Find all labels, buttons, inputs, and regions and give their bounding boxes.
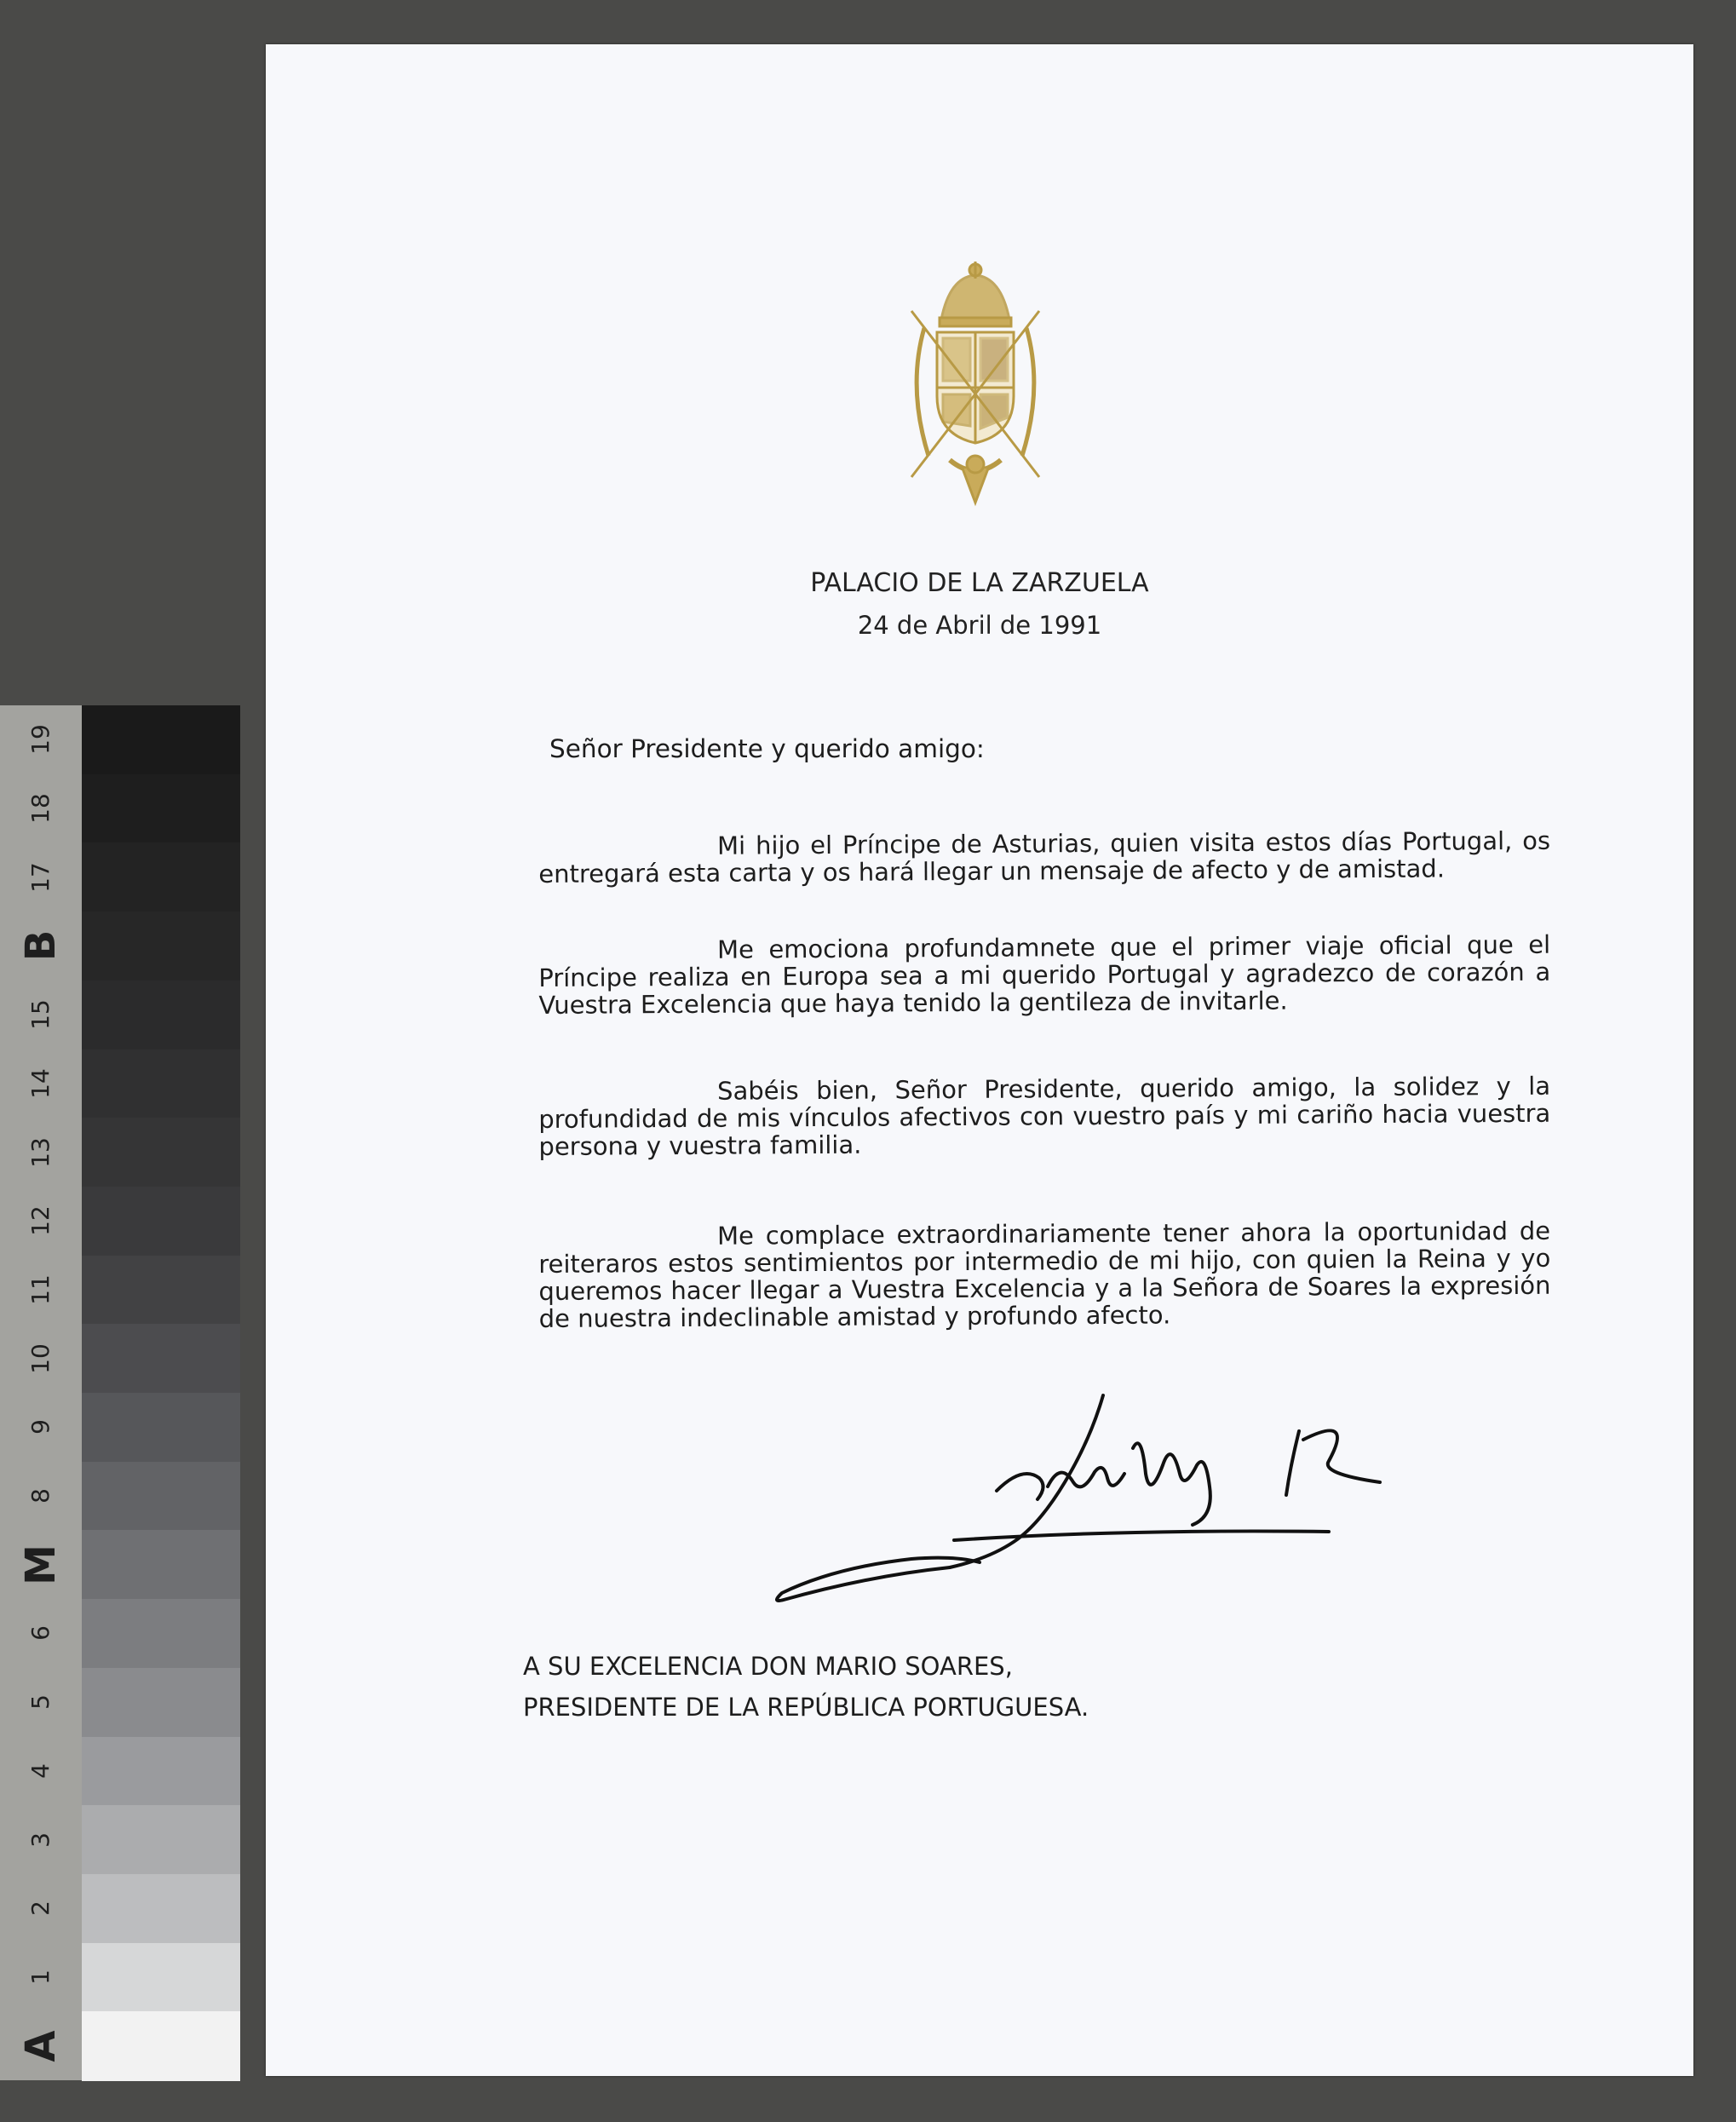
card-number-13: 13 [26,1136,55,1168]
card-number-6: 6 [26,1625,55,1642]
card-number-12: 12 [26,1205,55,1237]
gray-patch [82,1530,240,1600]
card-number-10: 10 [26,1343,55,1374]
card-number-B: B [17,930,65,962]
card-number-9: 9 [26,1419,55,1435]
addressee-line-2: PRESIDENTE DE LA REPÚBLICA PORTUGUESA. [523,1693,1089,1722]
gray-patch [82,911,240,981]
card-number-2: 2 [26,1901,55,1917]
gray-patch [82,1599,240,1669]
gray-patch [82,774,240,844]
handwritten-signature [767,1380,1397,1619]
card-number-1: 1 [26,1970,55,1985]
card-gray-patches [82,705,240,2080]
gray-patch [82,842,240,912]
gray-patch [82,980,240,1050]
gray-patch [82,1049,240,1119]
card-number-18: 18 [26,793,55,824]
card-number-A: A [17,2030,65,2062]
paragraph-1: Mi hijo el Príncipe de Asturias, quien visita estos días Portugal, os entregará esta carta y os hará llegar un mensaje de afecto y de amistad. [538,825,1551,888]
color-calibration-card [0,705,240,2080]
card-number-8: 8 [26,1488,55,1504]
gray-patch [82,1943,240,2013]
salutation: Señor Presidente y querido amigo: [549,734,985,763]
gray-patch [82,1462,240,1532]
paragraph-4: Me complace extraordinariamente tener ahora la oportunidad de reiteraros estos sentimientos por intermedio de mi hijo, con quien la Reina y yo queremos hacer llegar a Vuestra Excelencia y a la Señora de Soares la expresión de nuestra indeclinable amistad y profundo afecto. [538,1216,1551,1333]
card-number-15: 15 [26,999,55,1030]
gray-patch [82,1187,240,1257]
gray-patch [82,1805,240,1875]
card-number-19: 19 [26,724,55,756]
gray-patch [82,1256,240,1326]
card-number-strip [0,705,82,2080]
card-number-4: 4 [26,1763,55,1779]
card-number-3: 3 [26,1832,55,1848]
gray-patch [82,1874,240,1944]
card-number-11: 11 [26,1274,55,1305]
gray-patch [82,1737,240,1807]
gray-patch [82,1118,240,1188]
card-number-M: M [17,1544,65,1585]
gray-patch [82,705,240,775]
gray-patch [82,1393,240,1463]
addressee-line-1: A SU EXCELENCIA DON MARIO SOARES, [523,1652,1013,1681]
letterhead-place: PALACIO DE LA ZARZUELA [810,568,1149,598]
gray-patch [82,1324,240,1394]
card-number-5: 5 [26,1694,55,1711]
paragraph-3: Sabéis bien, Señor Presidente, querido amigo, la solidez y la profundidad de mis vínculos afectivos con vuestro país y mi cariño hacia vuestra persona y vuestra familia. [538,1071,1551,1161]
coat-of-arms-icon [890,260,1061,507]
gray-patch [82,1668,240,1738]
card-number-14: 14 [26,1068,55,1099]
paragraph-2: Me emociona profundamnete que el primer viaje oficial que el Príncipe realiza en Europa sea a mi querido Portugal y agradezco de corazón a Vuestra Excelencia que haya tenido la gentileza de invitarle. [538,929,1551,1020]
card-number-17: 17 [26,861,55,893]
letter-date: 24 de Abril de 1991 [857,611,1102,640]
gray-patch [82,2011,240,2081]
